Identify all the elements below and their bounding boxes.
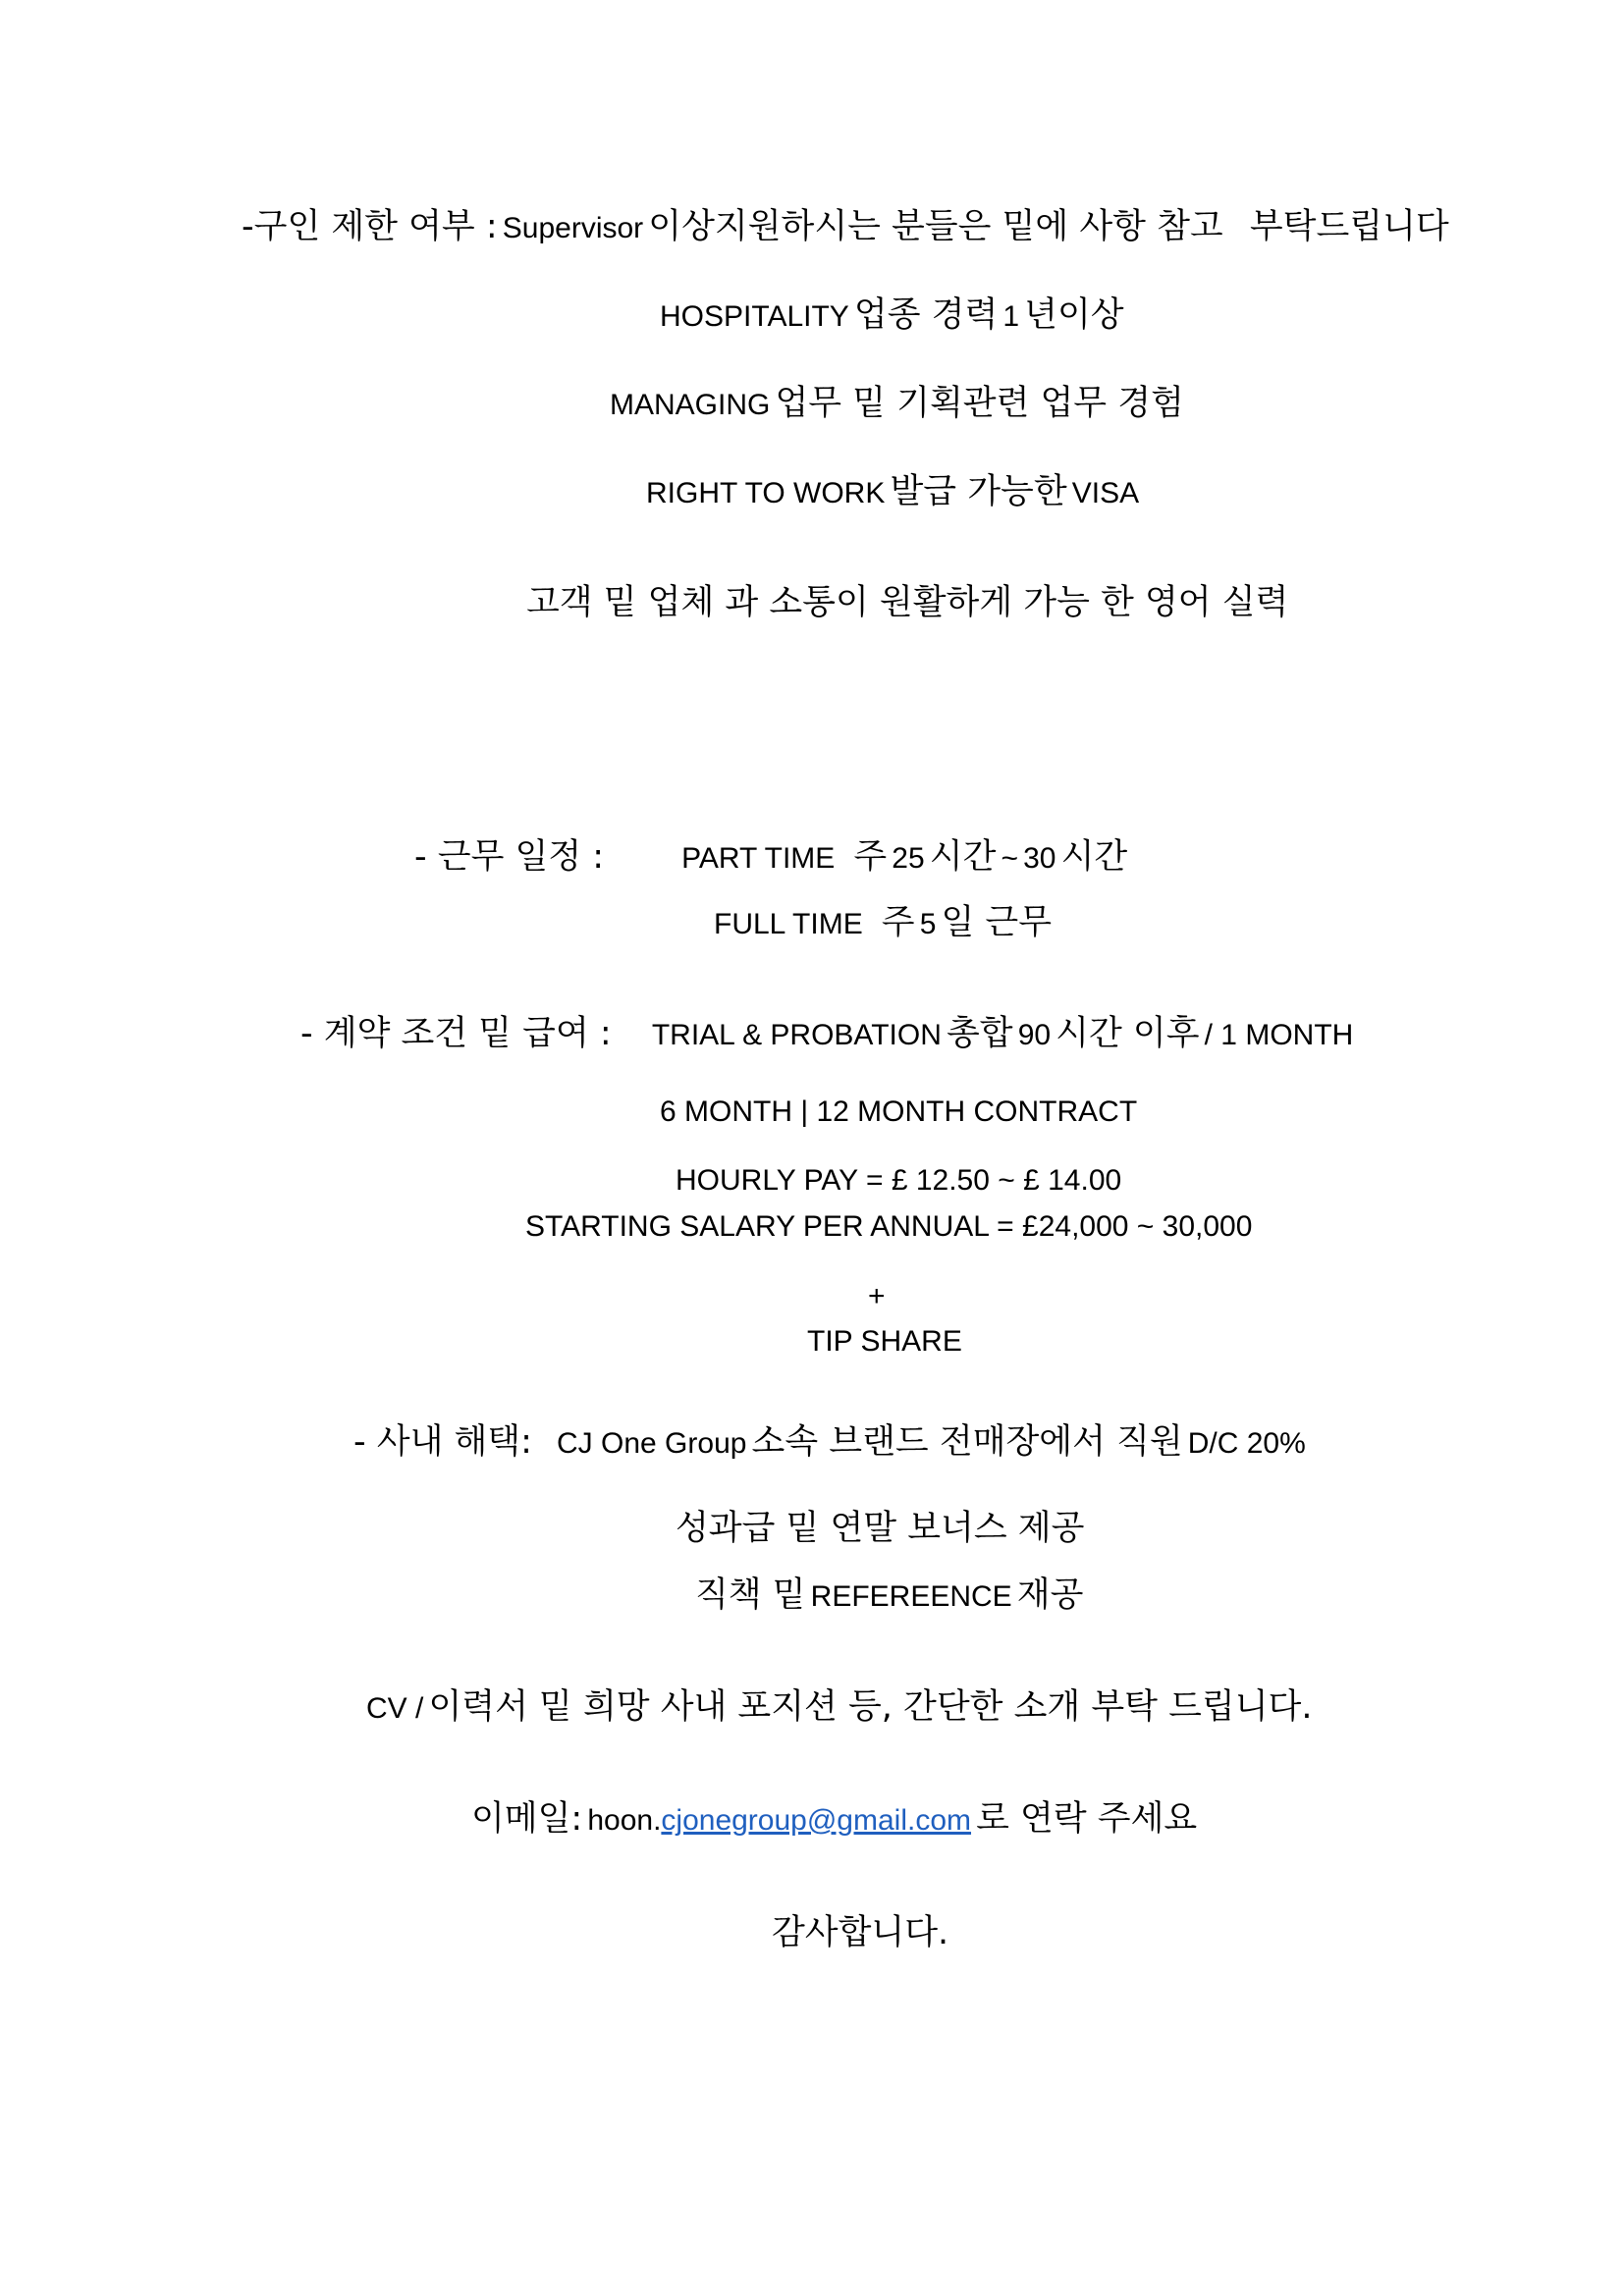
full-time-text-a: 주 (881, 903, 915, 942)
starting-salary: STARTING SALARY PER ANNUAL = £24,000 ~ 30,000 (525, 1210, 1253, 1243)
contract-trial-c: 90 (1017, 1019, 1052, 1051)
contact-suffix: 로 연락 주세요 (976, 1799, 1198, 1839)
contract-trial-e: / 1 MONTH (1204, 1019, 1354, 1051)
requirement-visa-latin: RIGHT TO WORK (646, 477, 886, 509)
benefits-discount (353, 1422, 1306, 1462)
requirement-hospitality-text: 업종 경력 (853, 295, 999, 335)
cv-text: 이력서 밑 희망 사내 포지션 등, 간단한 소개 부탁 드립니다. (428, 1687, 1313, 1727)
part-time-type: PART TIME (681, 842, 836, 875)
email-link[interactable]: cjonegroup@gmail.com (661, 1804, 972, 1837)
part-time-num-a: 25 (892, 842, 925, 875)
requirements-intro-text: 이상지원하시는 분들은 밑에 사항 참고 (648, 207, 1223, 246)
requirement-managing-latin: MANAGING (610, 389, 771, 421)
requirement-managing-text: 업무 밑 기획관련 업무 경험 (775, 384, 1184, 423)
full-time-num-a: 5 (919, 908, 937, 940)
plus-sign: + (868, 1280, 886, 1312)
benefits-discount-a: CJ One Group (557, 1427, 747, 1460)
contract-trial-b: 총합 (946, 1014, 1013, 1053)
benefits-reference-a: 직책 밑 (695, 1575, 806, 1615)
part-time-text-c: 시간 (1060, 837, 1128, 877)
cv-latin: CV / (366, 1692, 424, 1725)
benefits-bonus: 성과급 밑 연말 보너스 제공 (676, 1509, 1085, 1548)
contact-prefix: hoon. (587, 1804, 662, 1837)
requirements-label: -구인 제한 여부 : (242, 207, 498, 246)
requirements-intro (242, 207, 1449, 246)
requirement-hospitality-text2: 년이상 (1024, 295, 1124, 335)
full-time-type: FULL TIME (714, 908, 863, 940)
benefits-discount-b: 소속 브랜드 전매장에서 직원 (751, 1422, 1183, 1462)
requirements-intro-tail: 부탁드립니다 (1249, 207, 1449, 246)
part-time-text-a: 주 (853, 837, 888, 877)
contract-trial (300, 1014, 1354, 1053)
benefits-reference-b: REFEREENCE (810, 1580, 1012, 1613)
part-time-text-b: 시간 (929, 837, 997, 877)
requirement-hospitality-num: 1 (1002, 300, 1020, 333)
requirement-visa-text: 발급 가능한 (890, 472, 1067, 511)
requirements-intro-latin: Supervisor (502, 212, 644, 244)
schedule-label: - 근무 일정 : (414, 837, 605, 877)
schedule-part-time (414, 837, 1128, 877)
contract-terms: 6 MONTH | 12 MONTH CONTRACT (660, 1095, 1138, 1128)
requirement-visa-latin2: VISA (1071, 477, 1140, 509)
tip-share: TIP SHARE (807, 1325, 962, 1358)
benefits-discount-c: D/C 20% (1187, 1427, 1306, 1460)
closing-thanks: 감사합니다. (772, 1913, 949, 1952)
contract-label: - 계약 조건 밑 급여 : (300, 1014, 612, 1053)
requirement-item-visa (646, 472, 1140, 511)
requirement-item-hospitality (660, 295, 1124, 335)
part-time-sep: ~ (1001, 842, 1019, 875)
benefits-reference (695, 1575, 1084, 1615)
cv-request (366, 1687, 1313, 1727)
full-time-text-b: 일 근무 (941, 903, 1053, 942)
contract-trial-d: 시간 이후 (1056, 1014, 1200, 1053)
requirement-item-english: 고객 밑 업체 과 소통이 원활하게 가능 한 영어 실력 (526, 583, 1289, 622)
part-time-num-b: 30 (1023, 842, 1056, 875)
contact-label: 이메일: (471, 1799, 583, 1839)
requirement-item-managing (610, 384, 1184, 423)
contract-trial-a: TRIAL & PROBATION (651, 1019, 942, 1051)
contact-line (471, 1799, 1198, 1839)
schedule-full-time (714, 903, 1053, 942)
benefits-label: - 사내 해택: (353, 1422, 532, 1462)
requirement-hospitality-latin: HOSPITALITY (660, 300, 849, 333)
hourly-pay: HOURLY PAY = £ 12.50 ~ £ 14.00 (676, 1164, 1122, 1197)
benefits-reference-c: 재공 (1016, 1575, 1084, 1615)
